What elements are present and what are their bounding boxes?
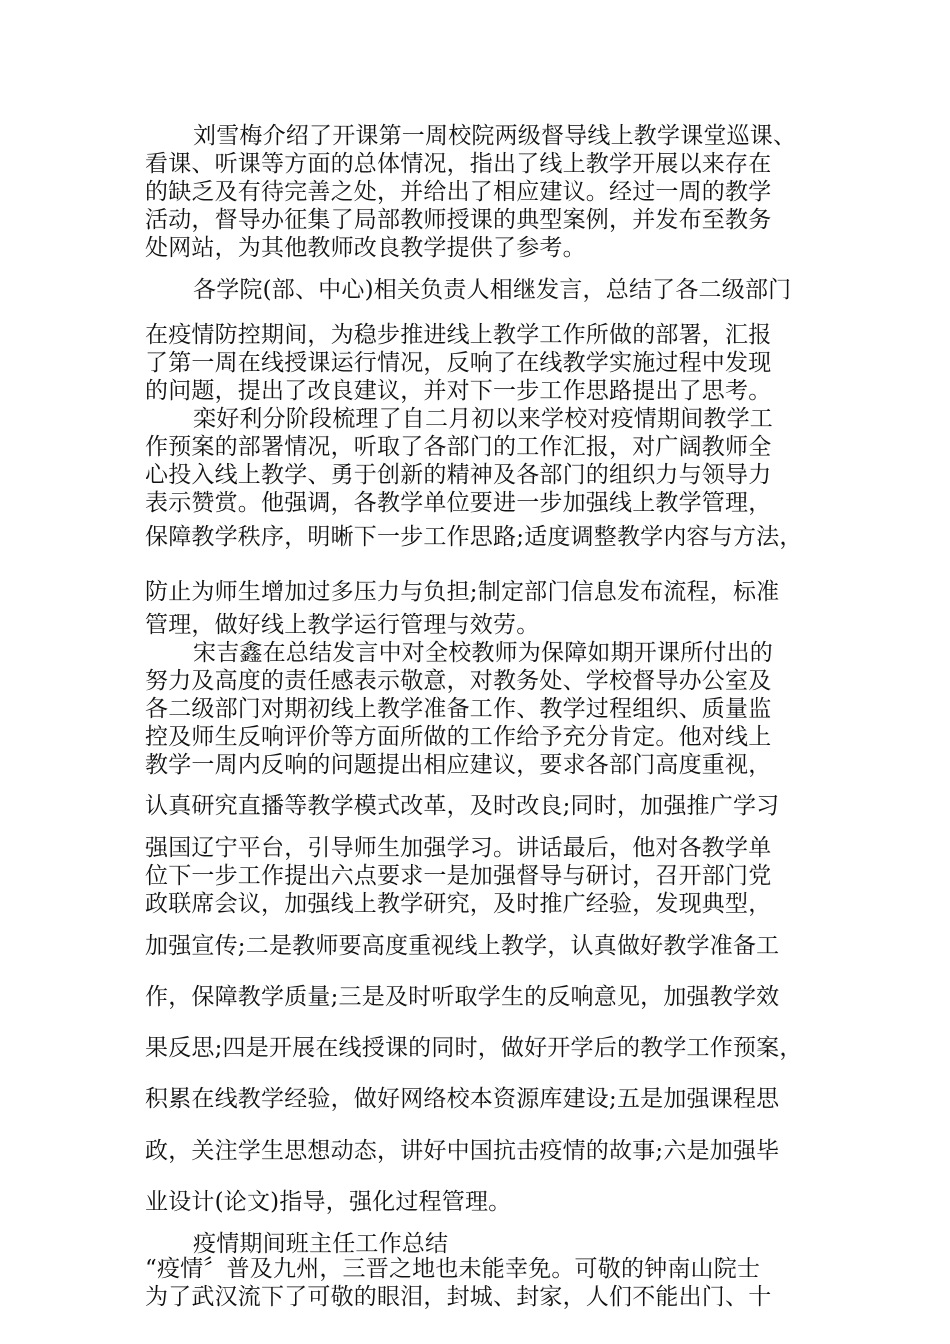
text-line: 处网站，为其他教师改良教学提供了参考。 — [145, 235, 586, 261]
text-line: 看课、听课等方面的总体情况，指出了线上教学开展以来存在 — [145, 151, 772, 177]
text-line: 心投入线上教学、勇于创新的精神及各部门的组织力与领导力 — [145, 462, 772, 488]
text-line: 努力及高度的责任感表示敬意，对教务处、学校督导办公室及 — [145, 668, 772, 694]
text-line: 加强宣传;二是教师要高度重视线上教学，认真做好教学准备工 — [145, 933, 780, 959]
text-line: 防止为师生增加过多压力与负担;制定部门信息发布流程，标准 — [145, 579, 780, 605]
text-line: 为了武汉流下了可敬的眼泪，封城、封家，人们不能出门、十 — [145, 1284, 772, 1310]
text-line: 的缺乏及有待完善之处，并给出了相应建议。经过一周的教学 — [145, 179, 772, 205]
text-line: 各二级部门对期初线上教学准备工作、教学过程组织、质量监 — [145, 696, 772, 722]
text-line: 的问题，提出了改良建议，并对下一步工作思路提出了思考。 — [145, 378, 772, 404]
text-line: 积累在线教学经验，做好网络校本资源库建设;五是加强课程思 — [145, 1086, 780, 1112]
text-line: 保障教学秩序，明晰下一步工作思路;适度调整教学内容与方法， — [145, 524, 803, 550]
text-line: 管理，做好线上教学运行管理与效劳。 — [145, 612, 540, 638]
text-line: 政联席会议，加强线上教学研究，及时推广经验，发现典型， — [145, 891, 772, 917]
text-line: 作预案的部署情况，听取了各部门的工作汇报，对广阔教师全 — [145, 434, 772, 460]
text-line: 各学院(部、中心)相关负责人相继发言，总结了各二级部门 — [193, 277, 792, 303]
text-line: 了第一周在线授课运行情况，反响了在线教学实施过程中发现 — [145, 350, 772, 376]
text-line: 活动，督导办征集了局部教师授课的典型案例，并发布至教务 — [145, 207, 772, 233]
text-line: 认真研究直播等教学模式改革，及时改良;同时，加强推广学习 — [145, 793, 780, 819]
text-line: 作，保障教学质量;三是及时听取学生的反响意见，加强教学效 — [145, 984, 780, 1010]
text-line: 刘雪梅介绍了开课第一周校院两级督导线上教学课堂巡课、 — [193, 123, 797, 149]
text-line: 位下一步工作提出六点要求一是加强督导与研讨，召开部门党 — [145, 863, 772, 889]
text-line: 教学一周内反响的问题提出相应建议，要求各部门高度重视， — [145, 752, 772, 778]
text-line: 控及师生反响评价等方面所做的工作给予充分肯定。他对线上 — [145, 724, 772, 750]
text-line: 栾好利分阶段梳理了自二月初以来学校对疫情期间教学工 — [193, 406, 773, 432]
text-line: “疫情〞普及九州，三晋之地也未能幸免。可敬的钟南山院士 — [145, 1256, 761, 1282]
text-line: 业设计(论文)指导，强化过程管理。 — [145, 1189, 512, 1215]
text-line: 在疫情防控期间，为稳步推进线上教学工作所做的部署，汇报 — [145, 322, 772, 348]
text-line: 强国辽宁平台，引导师生加强学习。讲话最后，他对各教学单 — [145, 835, 772, 861]
text-line: 表示赞赏。他强调，各教学单位要进一步加强线上教学管理， — [145, 490, 772, 516]
section-title: 疫情期间班主任工作总结 — [193, 1231, 449, 1257]
text-line: 政，关注学生思想动态，讲好中国抗击疫情的故事;六是加强毕 — [145, 1138, 780, 1164]
text-line: 果反思;四是开展在线授课的同时，做好开学后的教学工作预案， — [145, 1035, 803, 1061]
text-line: 宋吉鑫在总结发言中对全校教师为保障如期开课所付出的 — [193, 640, 773, 666]
